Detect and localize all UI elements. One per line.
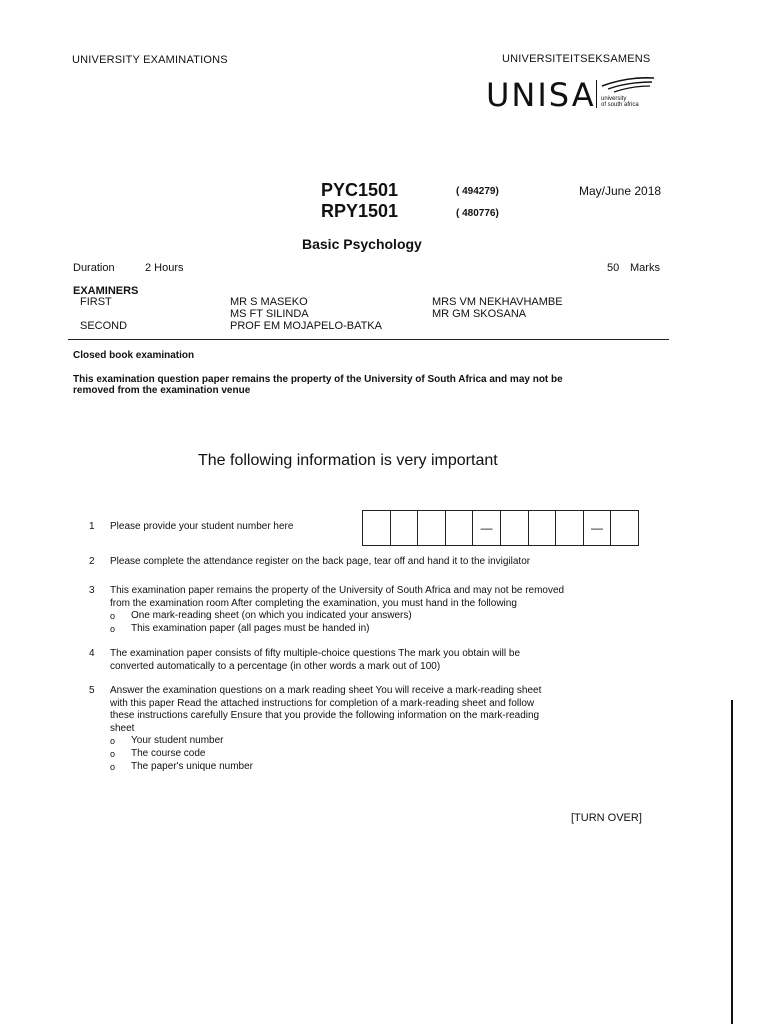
item-number: 3 — [89, 585, 95, 596]
item-number: 1 — [89, 521, 95, 532]
student-number-box[interactable] — [446, 511, 474, 545]
bullet-circle-icon: o — [110, 623, 116, 634]
logo-line-1: university — [601, 96, 627, 102]
paper-id-secondary: ( 480776) — [456, 208, 499, 219]
item-text: Please provide your student number here — [110, 521, 294, 532]
header-rule — [68, 339, 669, 340]
item-line: sheet — [110, 722, 135, 734]
bullet-item: o One mark-reading sheet (on which you indicated your answers) — [110, 610, 412, 622]
student-number-box[interactable] — [556, 511, 584, 545]
paper-id-primary: ( 494279) — [456, 186, 499, 197]
examiners-heading: EXAMINERS — [73, 285, 139, 297]
bullet-item: o This examination paper (all pages must be handed in) — [110, 622, 370, 634]
duration-value: 2 Hours — [145, 262, 184, 274]
bullet-circle-icon: o — [110, 748, 116, 759]
bullet-item: o The course code — [110, 747, 206, 759]
item-line: with this paper Read the attached instructions for completion of a mark-reading sheet and follow — [110, 697, 535, 709]
item-line: converted automatically to a percentage (in other words a mark out of 100) — [110, 660, 441, 672]
examiner-name: MS FT SILINDA — [230, 308, 309, 320]
bullet-item: o The paper's unique number — [110, 760, 253, 772]
student-number-boxes[interactable] — [362, 510, 639, 546]
student-number-separator: — — [473, 511, 501, 545]
logo-swoosh-icon — [600, 74, 656, 96]
examiner-first-label: FIRST — [80, 296, 112, 308]
student-number-separator: — — [584, 511, 612, 545]
examiner-second-label: SECOND — [80, 320, 128, 332]
item-number: 5 — [89, 685, 95, 696]
item-number: 4 — [89, 648, 95, 659]
item-body — [110, 585, 670, 635]
header-right: UNIVERSITEITSEKSAMENS — [502, 53, 651, 65]
examiner-name: PROF EM MOJAPELO-BATKA — [230, 320, 382, 332]
student-number-box[interactable] — [391, 511, 419, 545]
course-title: Basic Psychology — [302, 236, 422, 252]
property-notice-line-2: removed from the examination venue — [73, 385, 251, 396]
student-number-box[interactable] — [529, 511, 557, 545]
closed-book-notice: Closed book examination — [73, 350, 195, 361]
marks-label: Marks — [630, 262, 660, 274]
logo-word: UNISA — [486, 76, 596, 114]
student-number-box[interactable] — [611, 511, 638, 545]
bullet-circle-icon: o — [110, 761, 116, 772]
student-number-box[interactable] — [418, 511, 446, 545]
examiner-name: MR S MASEKO — [230, 296, 308, 308]
item-body — [110, 648, 670, 673]
logo-line-2: of south africa — [601, 102, 639, 108]
exam-session: May/June 2018 — [579, 184, 662, 198]
item-line: Answer the examination questions on a mark reading sheet You will receive a mark-reading sheet — [110, 685, 542, 696]
student-number-box[interactable] — [363, 511, 391, 545]
turn-over-label: [TURN OVER] — [571, 812, 642, 824]
examiner-name: MR GM SKOSANA — [432, 308, 527, 320]
property-notice-line-1: This examination question paper remains the property of the University of South Africa and may not be — [73, 374, 563, 385]
item-body — [110, 685, 670, 773]
item-text: Please complete the attendance register on the back page, tear off and hand it to the invigilator — [110, 556, 531, 567]
important-heading: The following information is very important — [198, 452, 498, 469]
item-number: 2 — [89, 556, 95, 567]
item-line: these instructions carefully Ensure that you provide the following information on the mark-reading — [110, 710, 540, 722]
marks-value: 50 — [607, 262, 620, 274]
bullet-circle-icon: o — [110, 611, 116, 622]
bullet-circle-icon: o — [110, 736, 116, 747]
course-code-primary: PYC1501 — [321, 180, 399, 200]
item-line: This examination paper remains the property of the University of South Africa and may not be removed — [110, 585, 565, 596]
item-line: The examination paper consists of fifty multiple-choice questions The mark you obtain will be — [110, 648, 521, 659]
logo-divider — [596, 80, 597, 108]
scan-edge-line — [731, 700, 733, 1024]
bullet-item: o Your student number — [110, 735, 224, 747]
duration-label: Duration — [73, 262, 115, 274]
header-left: UNIVERSITY EXAMINATIONS — [72, 54, 228, 66]
item-line: from the examination room After completing the examination, you must hand in the following — [110, 597, 517, 609]
course-code-secondary: RPY1501 — [321, 201, 399, 221]
examiner-name: MRS VM NEKHAVHAMBE — [432, 296, 563, 308]
student-number-box[interactable] — [501, 511, 529, 545]
